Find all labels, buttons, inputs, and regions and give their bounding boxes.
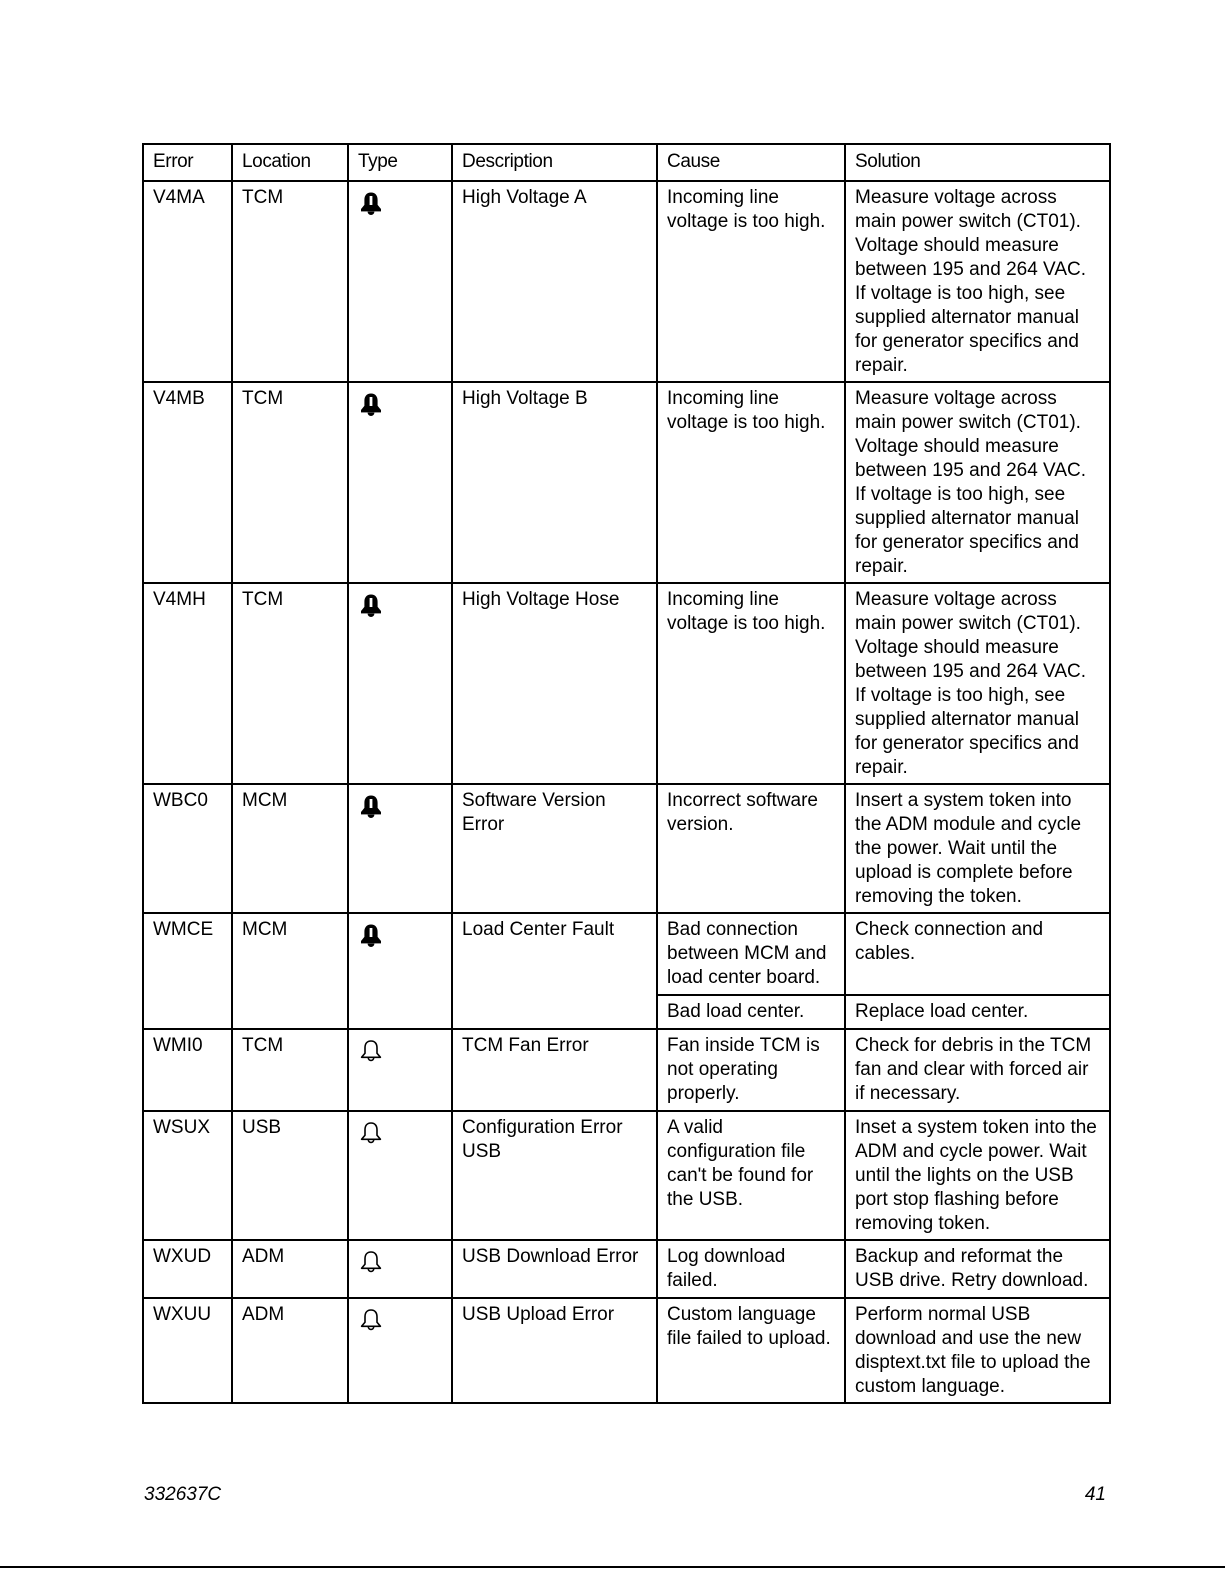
cause: Incoming line voltage is too high. (657, 382, 845, 583)
error-code: V4MA (143, 181, 232, 382)
cause: Incoming line voltage is too high. (657, 181, 845, 382)
solution: Measure voltage across main power switch (CT01). Voltage should measure between 195 and 264 VAC. If voltage is too high, see supplied alternator manual for generator specifics and repair. (845, 382, 1110, 583)
table-row (143, 583, 1110, 784)
solution: Replace load center. (845, 995, 1110, 1029)
cause: Incoming line voltage is too high. (657, 583, 845, 784)
description: High Voltage A (452, 181, 657, 382)
location: TCM (232, 181, 348, 382)
description: USB Upload Error (452, 1298, 657, 1403)
header-type: Type (348, 144, 452, 181)
description: USB Download Error (452, 1240, 657, 1298)
alarm-bell-filled-icon (358, 923, 384, 947)
cause: Fan inside TCM is not operating properly. (657, 1029, 845, 1111)
cause: Incorrect software version. (657, 784, 845, 913)
type-cell (348, 913, 452, 1029)
solution: Inset a system token into the ADM and cycle power. Wait until the lights on the USB port stop flashing before removing token. (845, 1111, 1110, 1240)
location: TCM (232, 382, 348, 583)
solution: Measure voltage across main power switch (CT01). Voltage should measure between 195 and 264 VAC. If voltage is too high, see supplied alternator manual for generator specifics and repair. (845, 181, 1110, 382)
error-code-table (142, 143, 1111, 1404)
type-cell (348, 784, 452, 913)
description: Configuration Error USB (452, 1111, 657, 1240)
description: High Voltage B (452, 382, 657, 583)
table-row (143, 382, 1110, 583)
solution: Check connection and cables. (845, 913, 1110, 995)
location: ADM (232, 1298, 348, 1403)
cause: Bad connection between MCM and load center board. (657, 913, 845, 995)
table-row (143, 1298, 1110, 1403)
solution: Measure voltage across main power switch (CT01). Voltage should measure between 195 and 264 VAC. If voltage is too high, see supplied alternator manual for generator specifics and repair. (845, 583, 1110, 784)
description: TCM Fan Error (452, 1029, 657, 1111)
header-solution: Solution (845, 144, 1110, 181)
advisory-bell-outline-icon (358, 1308, 384, 1332)
header-location: Location (232, 144, 348, 181)
description: Load Center Fault (452, 913, 657, 1029)
solution: Perform normal USB download and use the new disptext.txt file to upload the custom language. (845, 1298, 1110, 1403)
description: High Voltage Hose (452, 583, 657, 784)
page-number: 41 (1084, 1484, 1106, 1505)
error-code: WMCE (143, 913, 232, 1029)
table-header-row (143, 144, 1110, 181)
cause: A valid configuration file can't be found for the USB. (657, 1111, 845, 1240)
error-code: WMI0 (143, 1029, 232, 1111)
type-cell (348, 583, 452, 784)
type-cell (348, 1111, 452, 1240)
error-code: WSUX (143, 1111, 232, 1240)
solution: Insert a system token into the ADM module and cycle the power. Wait until the upload is complete before removing the token. (845, 784, 1110, 913)
table-row (143, 1029, 1110, 1111)
cause: Log download failed. (657, 1240, 845, 1298)
alarm-bell-filled-icon (358, 593, 384, 617)
location: ADM (232, 1240, 348, 1298)
error-code: V4MH (143, 583, 232, 784)
error-code: WXUU (143, 1298, 232, 1403)
header-cause: Cause (657, 144, 845, 181)
type-cell (348, 382, 452, 583)
solution: Check for debris in the TCM fan and clear with forced air if necessary. (845, 1029, 1110, 1111)
location: MCM (232, 784, 348, 913)
table-row (143, 1111, 1110, 1240)
alarm-bell-filled-icon (358, 794, 384, 818)
type-cell (348, 1240, 452, 1298)
error-code: WBC0 (143, 784, 232, 913)
advisory-bell-outline-icon (358, 1039, 384, 1063)
header-error: Error (143, 144, 232, 181)
table-row (143, 913, 1110, 995)
header-description: Description (452, 144, 657, 181)
error-code: WXUD (143, 1240, 232, 1298)
alarm-bell-filled-icon (358, 191, 384, 215)
location: TCM (232, 1029, 348, 1111)
cause: Bad load center. (657, 995, 845, 1029)
type-cell (348, 1298, 452, 1403)
cause: Custom language file failed to upload. (657, 1298, 845, 1403)
type-cell (348, 181, 452, 382)
location: TCM (232, 583, 348, 784)
bottom-rule (0, 1566, 1225, 1568)
location: USB (232, 1111, 348, 1240)
table-row (143, 181, 1110, 382)
alarm-bell-filled-icon (358, 392, 384, 416)
location: MCM (232, 913, 348, 1029)
table-row (143, 1240, 1110, 1298)
advisory-bell-outline-icon (358, 1250, 384, 1274)
error-code: V4MB (143, 382, 232, 583)
description: Software Version Error (452, 784, 657, 913)
document-number: 332637C (144, 1484, 222, 1505)
solution: Backup and reformat the USB drive. Retry download. (845, 1240, 1110, 1298)
table-row (143, 784, 1110, 913)
type-cell (348, 1029, 452, 1111)
advisory-bell-outline-icon (358, 1121, 384, 1145)
